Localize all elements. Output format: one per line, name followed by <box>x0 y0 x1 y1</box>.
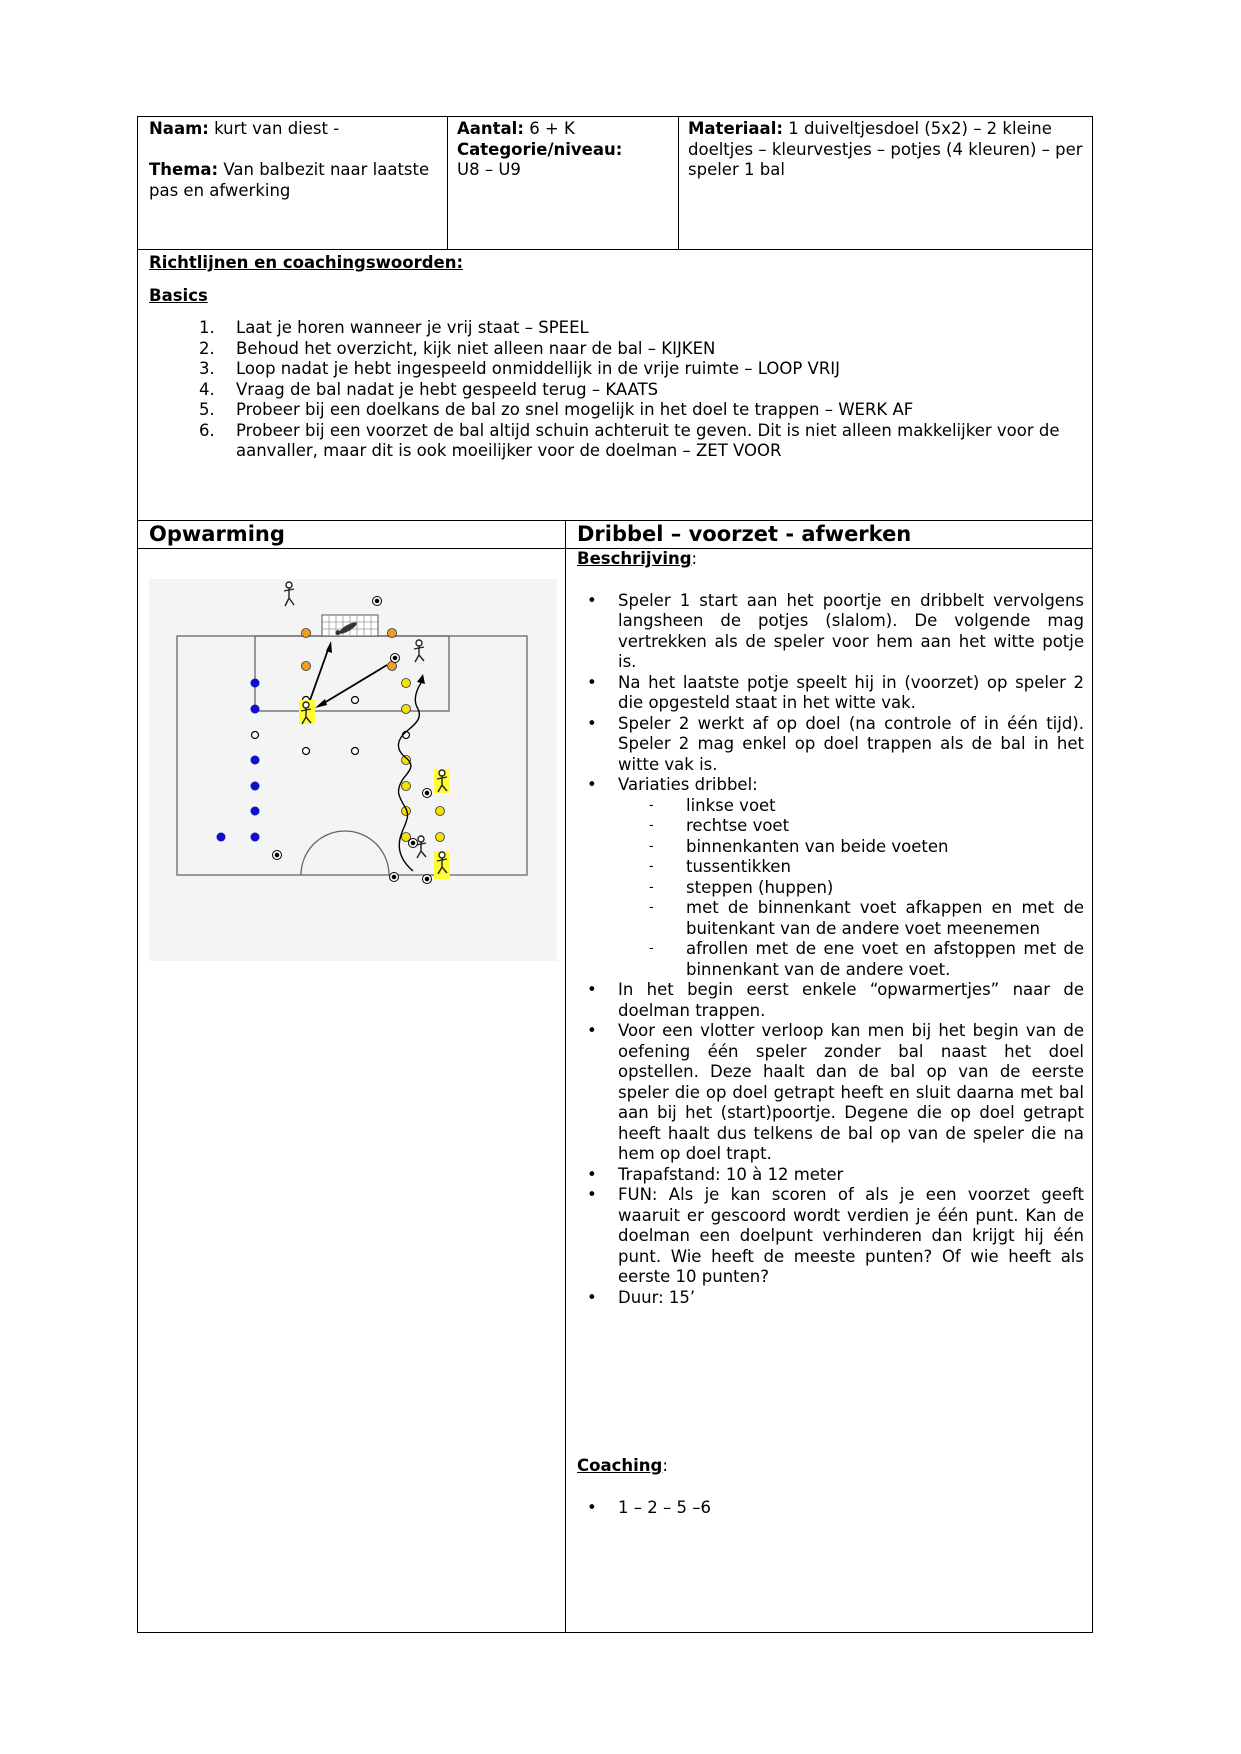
list-item: 3. Loop nadat je hebt ingespeeld onmiddellijk in de vrije ruimte – LOOP VRIJ <box>199 359 841 378</box>
drill-title: Dribbel – voorzet - afwerken <box>577 522 912 546</box>
variaties-label: Variaties dribbel: <box>618 775 758 794</box>
basics-list <box>149 318 1084 462</box>
list-item: - met de binnenkant voet afkappen en met de buitenkant van de andere voet meenemen <box>577 898 1084 939</box>
yellow-cone <box>436 833 445 842</box>
list-item: 5. Probeer bij een doelkans de bal zo snel mogelijk in het doel te trappen – WERK AF <box>199 400 914 419</box>
center-arc <box>301 831 389 875</box>
blue-cone <box>251 756 260 765</box>
shot-arrow <box>309 647 329 703</box>
blue-cone <box>251 679 260 688</box>
categorie-label: Categorie/niveau: <box>457 139 623 159</box>
drill-diagram <box>149 579 557 961</box>
ball-icon <box>423 789 432 798</box>
guidelines-cell <box>149 253 1084 462</box>
list-item: • Voor een vlotter verloop kan men bij het begin van de oefening één speler zonder bal naast het doel opstellen. Deze haalt dan de bal op van de eerste speler die op doel getrapt heeft en sluit daarna met bal aan bij het (start)poortje. Degene die op doel getrapt heeft haalt dus telkens de bal op van de speler die na hem op doel trapt. <box>577 1021 1084 1165</box>
blue-cone <box>217 833 226 842</box>
basics-title: Basics <box>149 285 208 305</box>
aantal-label: Aantal: <box>457 119 524 138</box>
blue-cone <box>251 807 260 816</box>
list-item: 4. Vraag de bal nadat je hebt gespeeld terug – KAATS <box>199 379 659 399</box>
list-item: - rechtse voet <box>577 816 1084 837</box>
yellow-cone <box>402 756 411 765</box>
shot-arrow-head <box>326 641 332 653</box>
ball-icon <box>391 654 400 663</box>
session-sheet <box>137 116 1093 1633</box>
player-icon <box>414 640 424 662</box>
column-divider <box>565 520 566 1633</box>
materiaal-value: 1 duiveltjesdoel (5x2) – 2 kleine doeltjes – kleurvestjes – potjes (4 kleuren) – per speler 1 bal <box>688 119 1083 179</box>
blue-cone <box>251 782 260 791</box>
player-icon <box>416 836 426 858</box>
list-item: • FUN: Als je kan scoren of als je een voorzet geeft waaruit er gescoord wordt verdien je één punt. Kan de doelman een doelpunt verhinderen dan krijgt hij één punt. Wie heeft de meeste punten? Of wie heeft als eerste 10 punten? <box>577 1185 1084 1288</box>
player-icon <box>284 582 294 606</box>
beschrijving-label: Beschrijving <box>577 549 692 568</box>
table-border-bottom <box>137 1632 1093 1633</box>
blue-cone <box>251 833 260 842</box>
yellow-cone <box>402 705 411 714</box>
ball-icon <box>390 873 399 882</box>
table-border-top <box>137 116 1093 117</box>
header-divider-2 <box>678 116 679 250</box>
orange-cone <box>388 629 397 638</box>
list-item: • 1 – 2 – 5 –6 <box>577 1498 1084 1519</box>
naam-value: kurt van diest - <box>214 119 340 138</box>
drill-diagram-cell <box>137 549 565 969</box>
white-cones-group <box>252 697 410 755</box>
description-list <box>577 591 1084 1309</box>
aantal-cell <box>457 119 672 181</box>
coaching-list <box>577 1498 1084 1519</box>
white-cone <box>252 732 259 739</box>
white-cone <box>352 748 359 755</box>
coaching-label: Coaching <box>577 1456 663 1475</box>
blue-cone <box>251 705 260 714</box>
ball-icon <box>409 839 418 848</box>
thema-label: Thema: <box>149 160 219 179</box>
opwarming-title: Opwarming <box>149 522 285 546</box>
list-item: - linkse voet <box>577 796 1084 817</box>
list-item: - tussentikken <box>577 857 1084 878</box>
white-cone <box>303 748 310 755</box>
guidelines-title: Richtlijnen en coachingswoorden: <box>149 253 464 272</box>
ball-icon <box>273 851 282 860</box>
thema-value: Van balbezit naar laatste pas en afwerking <box>149 160 430 200</box>
dribble-arrow-head <box>417 674 425 684</box>
list-item: - steppen (huppen) <box>577 878 1084 899</box>
description-cell: Beschrijving: • Speler 1 start aan het poortje en dribbelt vervolgens langsheen de potjes (slalom). De volgende mag vertrekken als de speler voor hem aan het witte potje is. • Na het laatste potje speelt hij in (voorzet) op speler 2 die opgesteld staat in het witte vak. • Speler 2 werkt af op doel (na controle of in één tijd). Speler 2 mag enkel op doel trappen als de bal in het witte vak is. • Variaties dribbel: - linkse voet - rechtse voet - binnenkanten van beide voeten - tussentikken - steppen (huppen) - met de binnenkant voet afkappen en met de buitenkant van de andere voet meenemen - afrollen met de ene voet en afstoppen met de binnenkant van de andere voet. • In het begin eerst enkele “opwarmertjes” naar de doelman trappen. • Voor een vlotter verloop kan men bij het begin van de oefening één speler zonder bal naast het doel opstellen. Deze haalt dan de bal op van de eerste speler die op doel getrapt heeft en sluit daarna met bal aan bij het (start)poortje. Degene die op doel getrapt heeft haalt dus telkens de bal op van de speler die na hem op doel trapt. • Trapafstand: 10 à 12 meter • FUN: Als je kan scoren of als je een voorzet geeft waaruit er gescoord wordt verdien je één punt. Kan de doelman een doelpunt verhinderen dan krijgt hij één punt. Wie heeft de meeste punten? Of wie heeft als eerste 10 punten? • Duur: 15’ <box>577 549 1084 1308</box>
list-item: • Duur: 15’ <box>577 1288 1084 1309</box>
header-divider-1 <box>447 116 448 250</box>
yellow-cone <box>402 679 411 688</box>
table-divider-header <box>137 249 1093 250</box>
list-item: 2. Behoud het overzicht, kijk niet alleen naar de bal – KIJKEN <box>199 338 716 358</box>
list-item: 6. Probeer bij een voorzet de bal altijd schuin achteruit te geven. Dit is niet alleen makkelijker voor de aanvaller, maar dit is ook moeilijker voor de doelman – ZET VOOR <box>199 420 1060 460</box>
naam-label: Naam: <box>149 119 209 138</box>
coaching-cell: Coaching: • 1 – 2 – 5 –6 <box>577 1456 1084 1518</box>
ball-icon <box>423 875 432 884</box>
materiaal-label: Materiaal: <box>688 119 783 138</box>
aantal-value: 6 + K <box>529 119 575 138</box>
blue-cones-group <box>217 679 260 842</box>
list-item <box>577 775 1084 980</box>
field-outline <box>177 636 527 875</box>
list-item: • Speler 1 start aan het poortje en dribbelt vervolgens langsheen de potjes (slalom). De volgende mag vertrekken als de speler voor hem aan het witte potje is. <box>577 591 1084 673</box>
ball-icon <box>373 597 382 606</box>
orange-cone <box>302 662 311 671</box>
list-item: • Speler 2 werkt af op doel (na controle of in één tijd). Speler 2 mag enkel op doel trappen als de bal in het witte vak is. <box>577 714 1084 776</box>
yellow-cone <box>436 807 445 816</box>
materiaal-cell <box>688 119 1083 181</box>
table-border-right <box>1092 116 1093 1633</box>
categorie-value: U8 – U9 <box>457 160 521 179</box>
list-item: - afrollen met de ene voet en afstoppen met de binnenkant van de andere voet. <box>577 939 1084 980</box>
list-item: • Trapafstand: 10 à 12 meter <box>577 1165 1084 1186</box>
list-item: • Na het laatste potje speelt hij in (voorzet) op speler 2 die opgesteld staat in het witte vak. <box>577 673 1084 714</box>
list-item: • In het begin eerst enkele “opwarmertjes” naar de doelman trappen. <box>577 980 1084 1021</box>
list-item: 1. Laat je horen wanneer je vrij staat – SPEEL <box>199 318 589 337</box>
pass-arrow-head <box>315 699 327 708</box>
orange-cone <box>302 629 311 638</box>
yellow-cone <box>402 782 411 791</box>
naam-thema-cell <box>149 119 439 201</box>
list-item: - binnenkanten van beide voeten <box>577 837 1084 858</box>
variaties-list <box>577 796 1084 981</box>
white-cone <box>352 697 359 704</box>
